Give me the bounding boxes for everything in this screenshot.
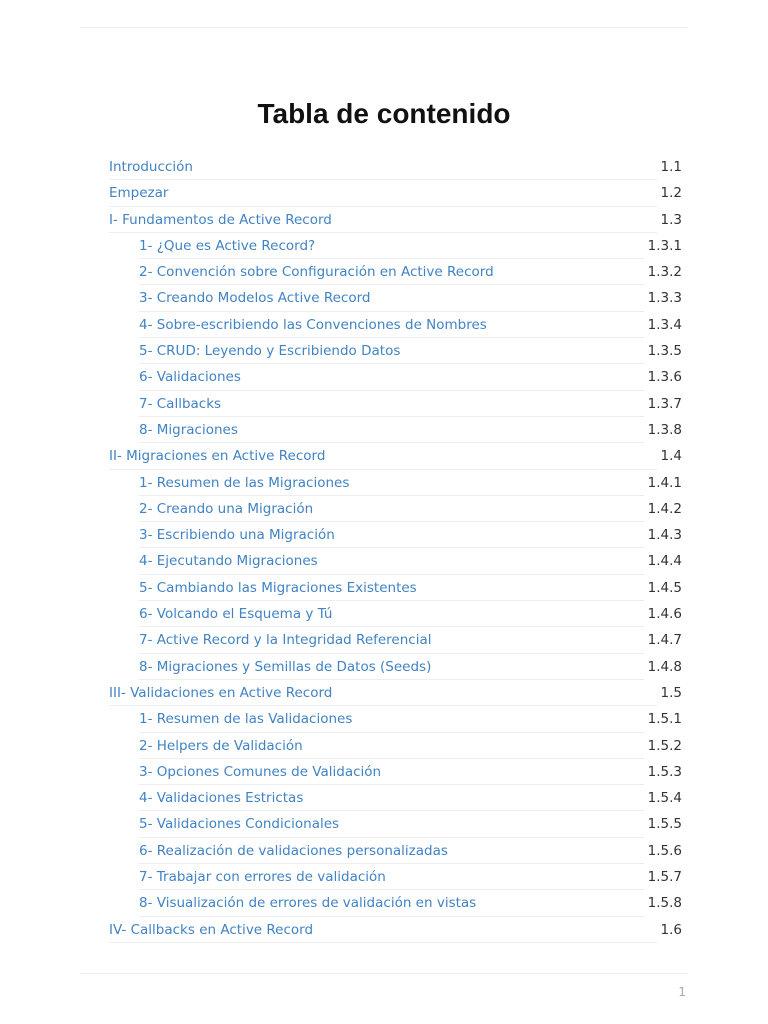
toc-entry-number: 1.5.4	[647, 790, 682, 807]
toc-entry-link[interactable]: 3- Escribiendo una Migración	[139, 526, 644, 548]
toc-entry-link[interactable]: 1- ¿Que es Active Record?	[139, 237, 644, 259]
toc-entry-link[interactable]: 8- Migraciones	[139, 421, 644, 443]
toc-entry-link[interactable]: 4- Sobre-escribiendo las Convenciones de Nombres	[139, 316, 644, 338]
toc-entry	[109, 733, 685, 759]
toc-entry-number: 1.5.5	[647, 816, 682, 833]
toc-entry-link[interactable]: 4- Ejecutando Migraciones	[139, 552, 644, 574]
toc-entry	[109, 759, 685, 785]
toc-entry-number: 1.5.8	[647, 895, 682, 912]
toc-entry-link[interactable]: Introducción	[109, 158, 657, 180]
toc-entry-number: 1.4	[660, 448, 682, 465]
toc-entry-number: 1.5	[660, 684, 682, 701]
toc-entry-number: 1.4.3	[647, 527, 682, 544]
toc-entry	[109, 917, 685, 943]
toc-entry-number: 1.2	[660, 185, 682, 202]
toc-entry-number: 1.3.6	[647, 369, 682, 386]
toc-entry	[109, 811, 685, 837]
toc-entry	[109, 627, 685, 653]
toc-entry-number: 1.4.8	[647, 658, 682, 675]
toc-entry-link[interactable]: 2- Helpers de Validación	[139, 737, 644, 759]
toc-entry-number: 1.4.2	[647, 500, 682, 517]
toc-entry	[109, 364, 685, 390]
header-divider	[80, 27, 688, 28]
toc-entry-link[interactable]: 1- Resumen de las Validaciones	[139, 710, 644, 732]
toc-entry-link[interactable]: I- Fundamentos de Active Record	[109, 211, 657, 233]
toc-entry-link[interactable]: 3- Opciones Comunes de Validación	[139, 763, 644, 785]
toc-entry-number: 1.4.4	[647, 553, 682, 570]
toc-entry-link[interactable]: II- Migraciones en Active Record	[109, 447, 657, 469]
toc-entry	[109, 496, 685, 522]
toc-entry	[109, 890, 685, 916]
toc-entry-number: 1.4.5	[647, 579, 682, 596]
toc-entry-number: 1.3	[660, 211, 682, 228]
toc-entry	[109, 285, 685, 311]
toc-entry	[109, 180, 685, 206]
toc-entry-number: 1.5.2	[647, 737, 682, 754]
toc-entry	[109, 706, 685, 732]
toc-entry	[109, 575, 685, 601]
toc-entry-number: 1.5.7	[647, 869, 682, 886]
table-of-contents	[109, 154, 685, 943]
toc-entry	[109, 338, 685, 364]
footer-divider	[80, 973, 688, 974]
toc-entry-link[interactable]: 8- Visualización de errores de validación en vistas	[139, 894, 644, 916]
toc-entry-link[interactable]: 2- Convención sobre Configuración en Active Record	[139, 263, 644, 285]
toc-entry-number: 1.4.7	[647, 632, 682, 649]
toc-entry-number: 1.3.4	[647, 316, 682, 333]
toc-entry	[109, 391, 685, 417]
toc-entry	[109, 312, 685, 338]
toc-entry	[109, 548, 685, 574]
toc-entry	[109, 838, 685, 864]
toc-entry-link[interactable]: 6- Volcando el Esquema y Tú	[139, 605, 644, 627]
toc-entry-link[interactable]: 1- Resumen de las Migraciones	[139, 474, 644, 496]
toc-entry-number: 1.5.3	[647, 763, 682, 780]
toc-entry-number: 1.5.6	[647, 842, 682, 859]
page-number: 1	[678, 985, 686, 999]
toc-entry-link[interactable]: 5- CRUD: Leyendo y Escribiendo Datos	[139, 342, 644, 364]
toc-entry	[109, 654, 685, 680]
toc-entry-number: 1.3.1	[647, 237, 682, 254]
toc-entry-number: 1.5.1	[647, 711, 682, 728]
toc-entry	[109, 522, 685, 548]
toc-entry-link[interactable]: 7- Active Record y la Integridad Referencial	[139, 631, 644, 653]
toc-entry	[109, 259, 685, 285]
page-title: Tabla de contenido	[257, 98, 511, 129]
toc-entry-link[interactable]: Empezar	[109, 184, 657, 206]
toc-entry	[109, 233, 685, 259]
toc-entry-number: 1.6	[660, 921, 682, 938]
toc-entry	[109, 785, 685, 811]
toc-entry-number: 1.3.5	[647, 343, 682, 360]
toc-entry-link[interactable]: 4- Validaciones Estrictas	[139, 789, 644, 811]
toc-entry-link[interactable]: 2- Creando una Migración	[139, 500, 644, 522]
toc-entry-link[interactable]: 5- Validaciones Condicionales	[139, 815, 644, 837]
toc-entry	[109, 470, 685, 496]
toc-entry-link[interactable]: 7- Callbacks	[139, 395, 644, 417]
toc-entry-number: 1.4.6	[647, 606, 682, 623]
toc-entry-link[interactable]: 5- Cambiando las Migraciones Existentes	[139, 579, 644, 601]
toc-entry	[109, 443, 685, 469]
toc-entry-link[interactable]: 3- Creando Modelos Active Record	[139, 289, 644, 311]
toc-entry	[109, 417, 685, 443]
toc-entry-link[interactable]: 6- Validaciones	[139, 368, 644, 390]
toc-entry	[109, 207, 685, 233]
toc-entry-link[interactable]: 6- Realización de validaciones personalizadas	[139, 842, 644, 864]
toc-entry-number: 1.3.2	[647, 264, 682, 281]
toc-entry-link[interactable]: 7- Trabajar con errores de validación	[139, 868, 644, 890]
toc-entry	[109, 601, 685, 627]
toc-entry-link[interactable]: III- Validaciones en Active Record	[109, 684, 657, 706]
toc-entry-number: 1.1	[660, 159, 682, 175]
toc-entry-link[interactable]: IV- Callbacks en Active Record	[109, 921, 657, 943]
toc-entry-number: 1.3.8	[647, 421, 682, 438]
toc-entry	[109, 154, 685, 180]
toc-entry-link[interactable]: 8- Migraciones y Semillas de Datos (Seeds)	[139, 658, 644, 680]
toc-entry	[109, 680, 685, 706]
toc-entry-number: 1.3.7	[647, 395, 682, 412]
toc-entry-number: 1.3.3	[647, 290, 682, 307]
toc-entry-number: 1.4.1	[647, 474, 682, 491]
toc-entry	[109, 864, 685, 890]
